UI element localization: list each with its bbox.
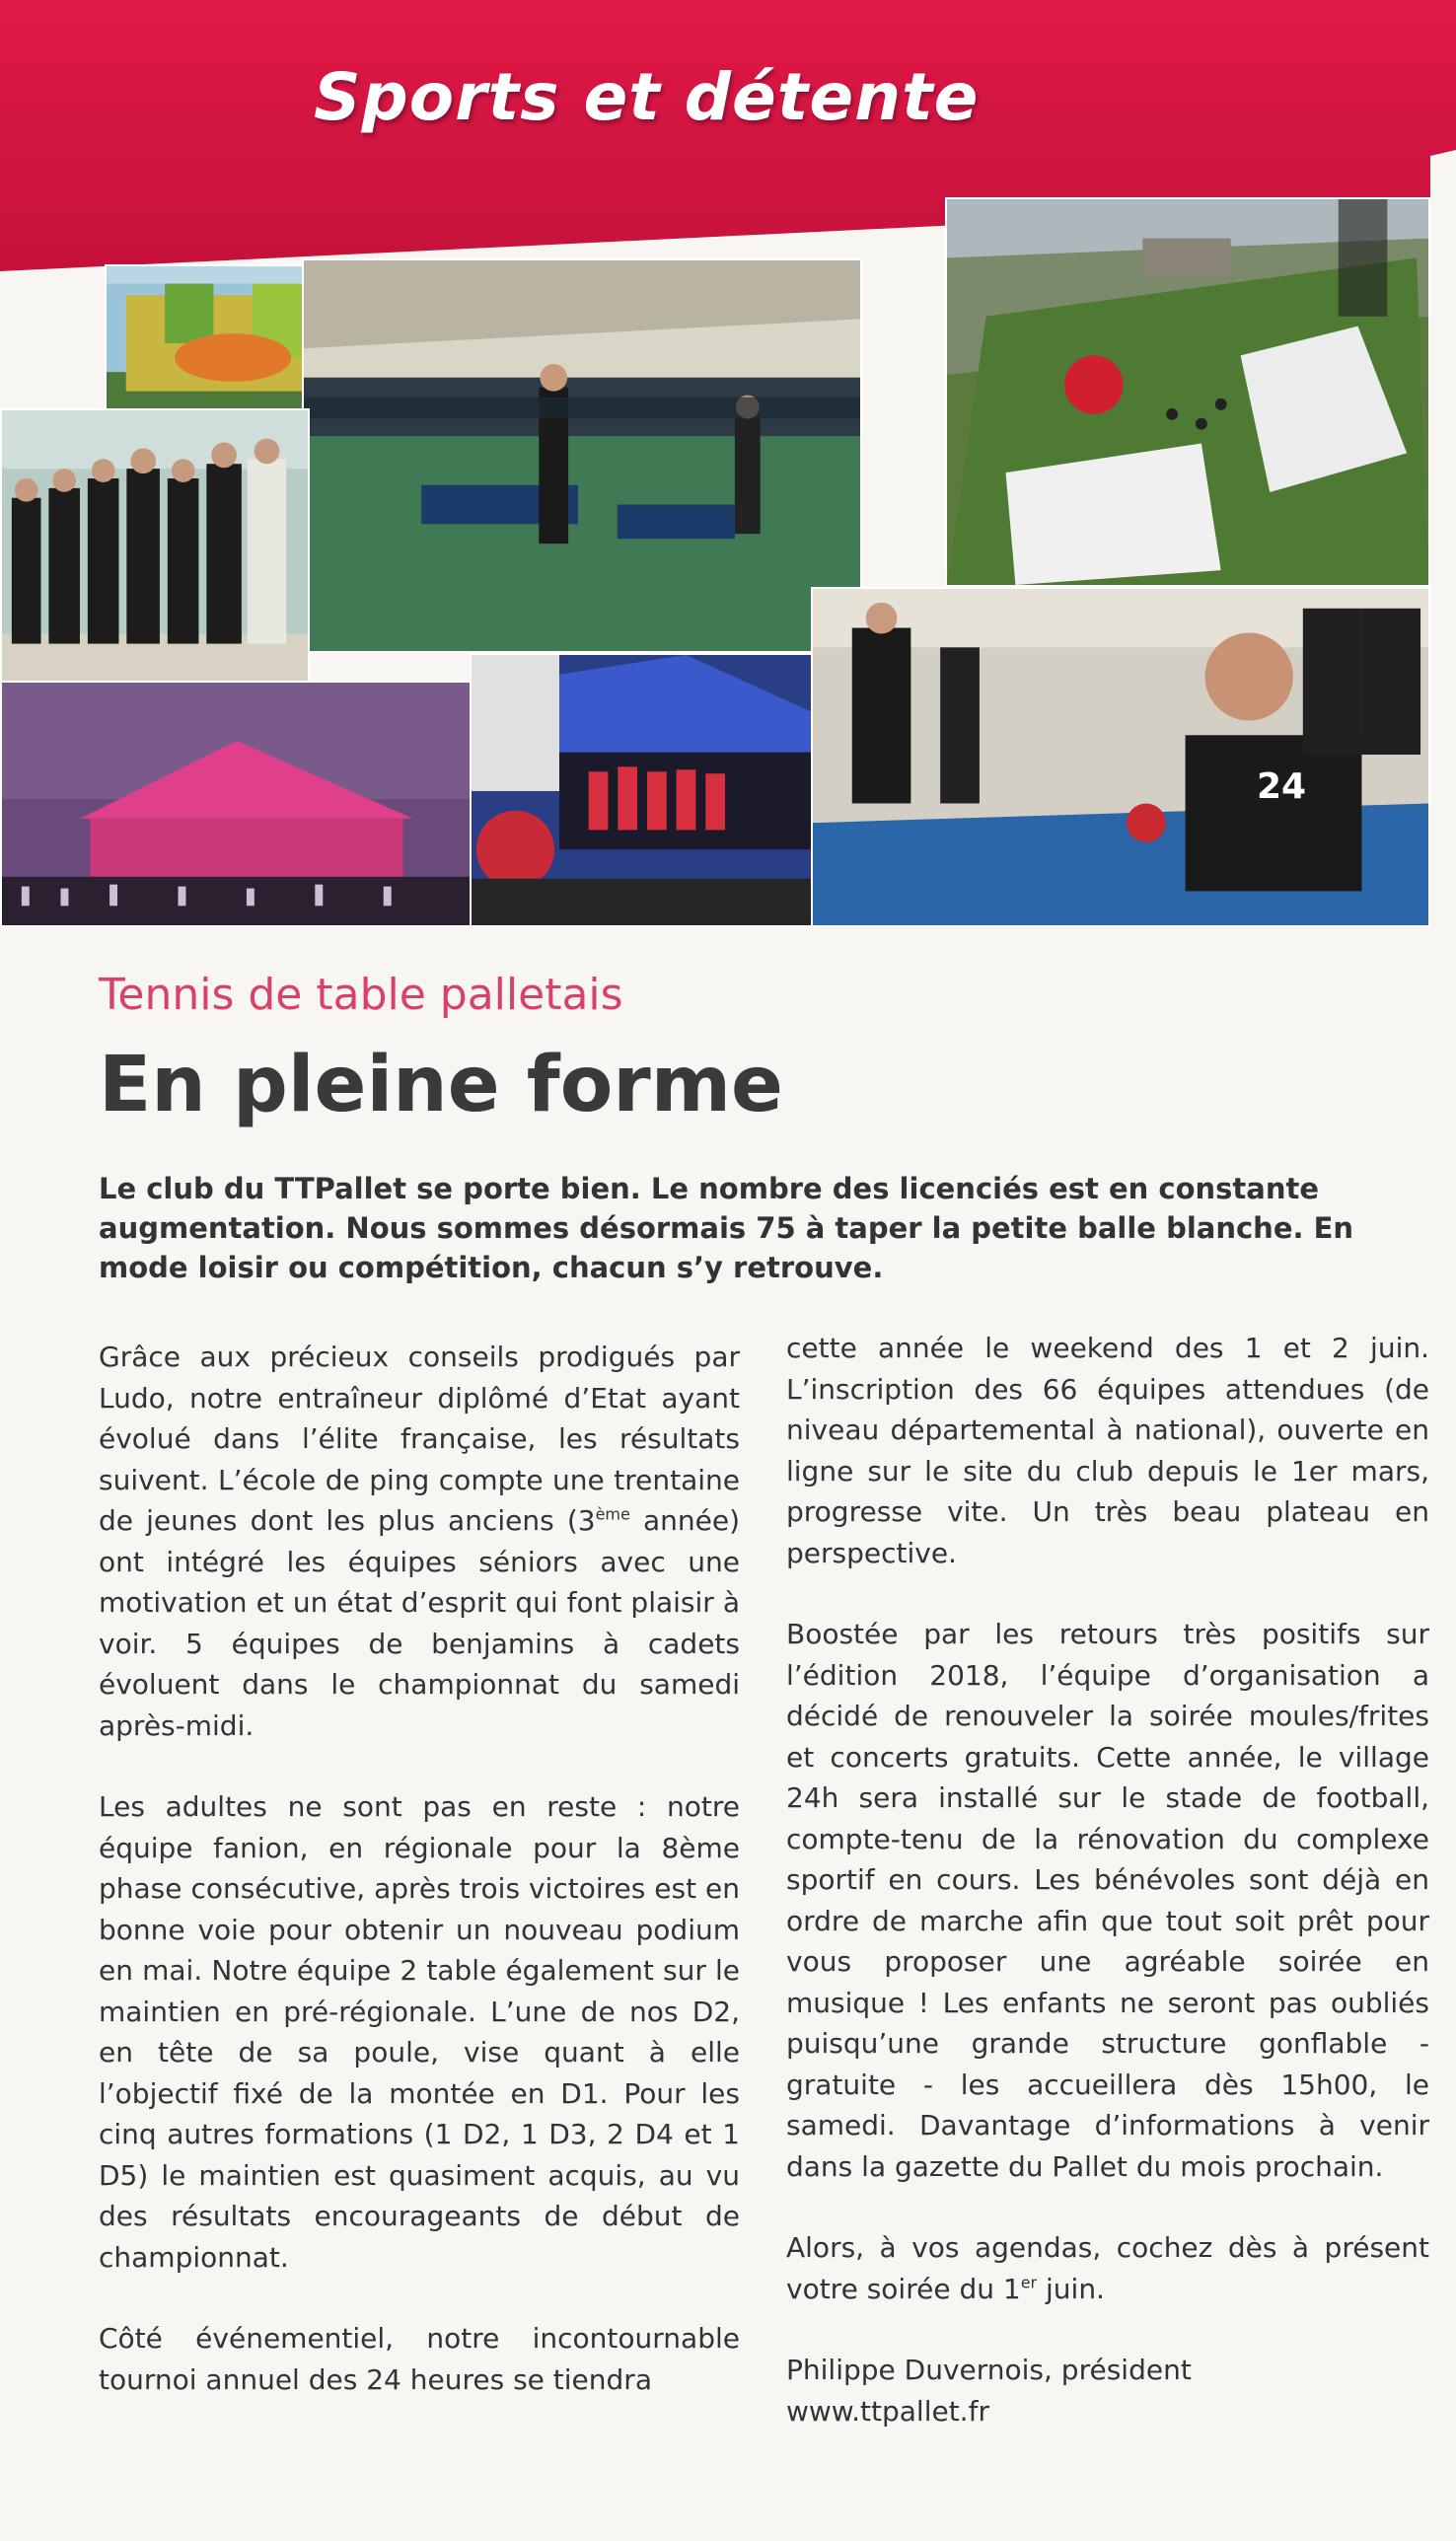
photo-aerial-village	[945, 197, 1430, 587]
right-paragraph-3: Alors, à vos agendas, cochez dès à présent votre soirée du 1er juin.	[786, 2231, 1429, 2305]
shirt-text: 24	[1257, 766, 1307, 807]
article-headline: En pleine forme	[99, 1041, 783, 1129]
photo-stage-concert	[470, 653, 817, 927]
left-paragraph-2: Les adultes ne sont pas en reste : notre équipe fanion, en régionale pour la 8ème phase consécutive, après trois victoires est en bonne voie pour obtenir un nouveau podium en mai. Notre équipe 2 table également sur le maintien en pré-régionale. L’une de nos D2, en tête de sa poule, vise quant à elle l’objectif fixé de la montée en D1. Pour les cinq autres formations (1 D2, 1 D3, 2 D4 et 1 D5) le maintien est quasiment acquis, au vu des résultats encourageants de début de championnat.	[99, 1790, 740, 2274]
photo-gym-tournament	[302, 258, 862, 653]
signature: Philippe Duvernois, président	[786, 2354, 1192, 2386]
photo-player-serving	[811, 587, 1430, 927]
photo-players-lineup	[0, 408, 310, 687]
website-link[interactable]: www.ttpallet.fr	[786, 2394, 989, 2428]
left-paragraph-3: Côté événementiel, notre incontournable tournoi annuel des 24 heures se tiendra	[99, 2322, 740, 2396]
section-title: Sports et détente	[314, 59, 980, 135]
right-column	[786, 1328, 1429, 2432]
right-paragraph-2: Boostée par les retours très positifs sur l’édition 2018, l’équipe d’organisation a décidé de renouveler la soirée moules/frites et concerts gratuits. Cette année, le village 24h sera installé sur le stade de football, compte-tenu de la rénovation du complexe sportif en cours. Les bénévoles sont déjà en ordre de marche afin que tout soit prêt pour vous proposer une agréable soirée en musique ! Les enfants ne seront pas oubliés puisqu’une grande structure gonflable - gratuite - les accueillera dès 15h00, le samedi. Davantage d’informations à venir dans la gazette du Pallet du mois prochain.	[786, 1618, 1429, 2183]
photo-collage	[0, 0, 1456, 927]
article-intro: Le club du TTPallet se porte bien. Le nombre des licenciés est en constante augmentation. Nous sommes désormais 75 à taper la petite balle blanche. En mode loisir ou compétition, chacun s’y retrouve.	[99, 1172, 1354, 1284]
right-paragraph-1: cette année le weekend des 1 et 2 juin. L’inscription des 66 équipes attendues (de niveau départemental à national), ouverte en ligne sur le site du club depuis le 1er mars, progresse vite. Un très beau plateau en perspective.	[786, 1332, 1429, 1569]
left-paragraph-1: Grâce aux précieux conseils prodigués par Ludo, notre entraîneur diplômé d’Etat ayant évolué dans l’élite française, les résultats suivent. L’école de ping compte une trentaine de jeunes dont les plus anciens (3ème année) ont intégré les équipes séniors avec une motivation et un état d’esprit qui font plaisir à voir. 5 équipes de benjamins à cadets évoluent dans le championnat du samedi après-midi.	[99, 1341, 740, 1742]
photo-pink-tent	[0, 681, 473, 927]
left-column	[99, 1337, 740, 2400]
article-kicker: Tennis de table palletais	[99, 970, 623, 1020]
